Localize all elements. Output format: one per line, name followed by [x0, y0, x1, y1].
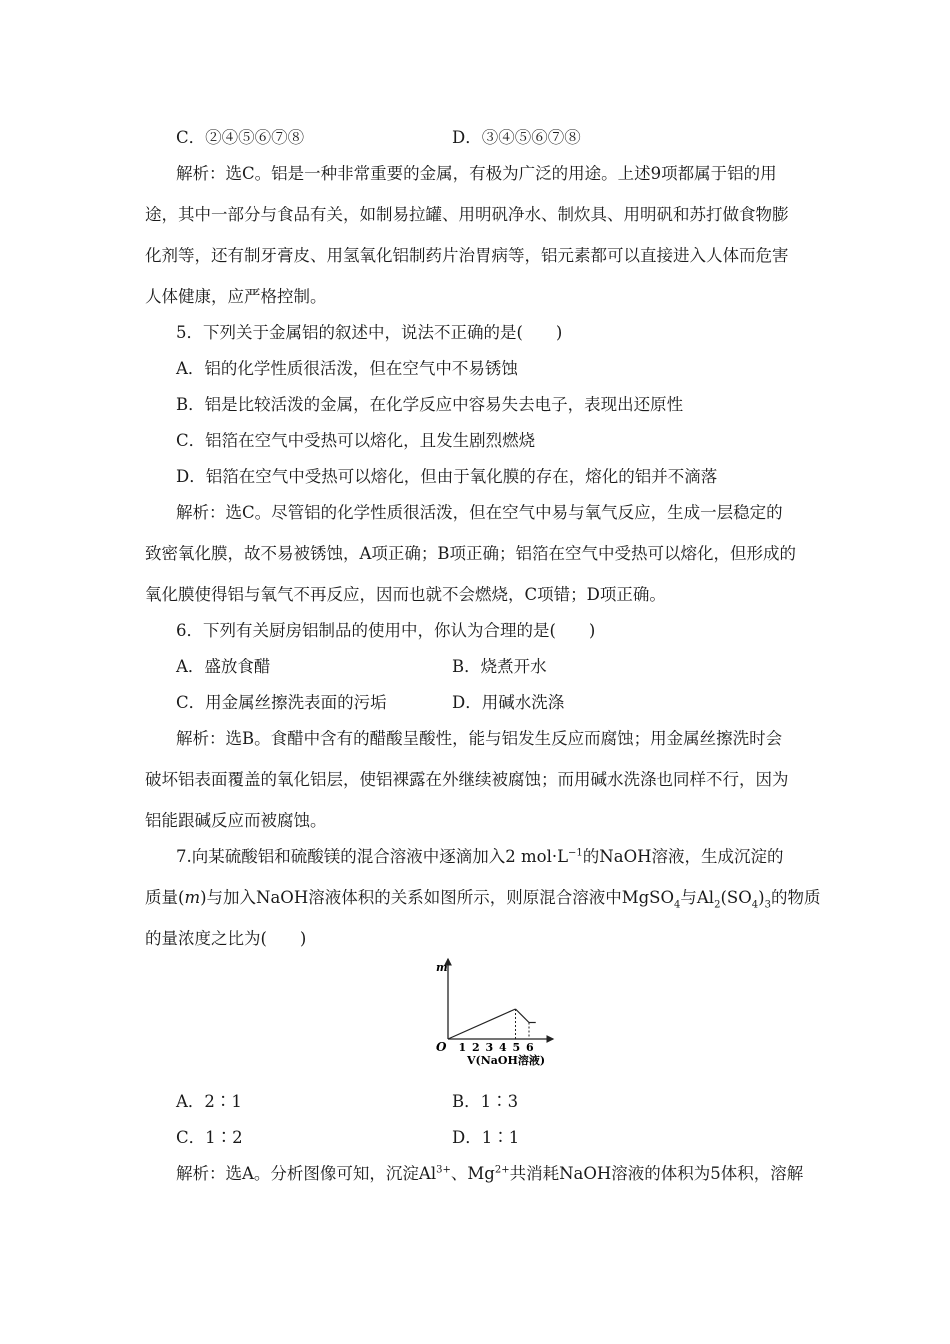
x-tick-label: 6 [526, 1041, 534, 1054]
x-tick-label: 4 [499, 1041, 507, 1054]
origin-label: O [436, 1040, 447, 1054]
q4-option-c: C．②④⑤⑥⑦⑧ [176, 128, 305, 147]
q6-option-b: B．烧煮开水 [452, 657, 547, 676]
q7-stem-line [176, 846, 784, 868]
q7-stem-text: (SO [720, 888, 752, 907]
x-tick-label: 3 [485, 1041, 494, 1054]
q4-analysis-line: 化剂等，还有制牙膏皮、用氢氧化铝制药片治胃病等，铝元素都可以直接进入人体而危害 [145, 246, 789, 265]
q7-option-c: C．1∶2 [176, 1128, 243, 1147]
q5-option-b: B．铝是比较活泼的金属，在化学反应中容易失去电子，表现出还原性 [176, 395, 684, 414]
q7-stem-text: 质量( [145, 888, 185, 907]
x-tick-label: 5 [512, 1041, 521, 1054]
q7-subscript: 4 [674, 899, 681, 911]
q4-analysis-line: 人体健康，应严格控制。 [145, 287, 327, 306]
q5-stem: 5．下列关于金属铝的叙述中，说法不正确的是( ) [176, 323, 563, 342]
q7-mass-volume-chart [415, 955, 555, 1067]
q5-analysis-line: 氧化膜使得铝与氧气不再反应，因而也就不会燃烧，C项错；D项正确。 [145, 585, 666, 604]
q6-option-c: C．用金属丝擦洗表面的污垢 [176, 693, 387, 712]
q4-option-d: D．③④⑤⑥⑦⑧ [452, 128, 581, 147]
q5-analysis-line: 解析：选C。尽管铝的化学性质很活泼，但在空气中易与氧气反应，生成一层稳定的 [176, 503, 783, 522]
q7-mass-symbol: m [184, 888, 201, 907]
q7-stem-text: )与加入NaOH溶液体积的关系如图所示，则原混合溶液中MgSO [200, 888, 675, 907]
q7-analysis-text: 、Mg [450, 1164, 495, 1183]
x-tick-label: 1 [458, 1041, 467, 1054]
q5-option-d: D．铝箔在空气中受热可以熔化，但由于氧化膜的存在，熔化的铝并不滴落 [176, 467, 718, 486]
q4-analysis-line: 途，其中一部分与食品有关，如制易拉罐、用明矾净水、制炊具、用明矾和苏打做食物膨 [145, 205, 789, 224]
q6-analysis-line: 铝能跟碱反应而被腐蚀。 [145, 811, 327, 830]
q7-analysis-text: 共消耗NaOH溶液的体积为5体积，溶解 [509, 1164, 804, 1183]
q7-option-a: A．2∶1 [176, 1092, 242, 1111]
q6-option-d: D．用碱水洗涤 [452, 693, 565, 712]
x-tick-label: 2 [472, 1041, 480, 1054]
q6-stem: 6．下列有关厨房铝制品的使用中，你认为合理的是( ) [176, 621, 596, 640]
q7-option-d: D．1∶1 [452, 1128, 520, 1147]
q6-analysis-line: 破坏铝表面覆盖的氧化铝层，使铝裸露在外继续被腐蚀；而用碱水洗涤也同样不行，因为 [145, 770, 789, 789]
q7-superscript: −1 [568, 847, 583, 859]
q7-stem-text: 与Al [680, 888, 715, 907]
q7-analysis-text: 解析：选A。分析图像可知，沉淀Al [176, 1164, 437, 1183]
q7-stem-line [145, 887, 820, 909]
q7-superscript: 3+ [436, 1164, 451, 1176]
q7-subscript: 2 [714, 899, 721, 911]
q7-stem-text: ) [758, 888, 765, 907]
q5-analysis-line: 致密氧化膜，故不易被锈蚀，A项正确；B项正确；铝箔在空气中受热可以熔化，但形成的 [145, 544, 797, 563]
q7-stem-text: 7.向某硫酸铝和硫酸镁的混合溶液中逐滴加入2 mol·L [176, 847, 569, 866]
q7-analysis-line [176, 1163, 803, 1185]
q7-subscript: 4 [751, 899, 759, 911]
series-line-segment [448, 1009, 516, 1039]
series-line-segment [516, 1009, 530, 1023]
q7-stem-text: 的物质 [770, 888, 821, 907]
q7-stem-line: 的量浓度之比为( ) [145, 929, 307, 948]
q4-analysis-line: 解析：选C。铝是一种非常重要的金属，有极为广泛的用途。上述9项都属于铝的用 [176, 164, 777, 183]
x-axis-label: V(NaOH溶液) [467, 1054, 546, 1067]
q7-option-b: B．1∶3 [452, 1092, 519, 1111]
q7-stem-text: 的NaOH溶液，生成沉淀的 [582, 847, 784, 866]
q5-option-c: C．铝箔在空气中受热可以熔化，且发生剧烈燃烧 [176, 431, 536, 450]
q7-superscript: 2+ [494, 1164, 510, 1176]
y-axis-label: m [436, 961, 448, 974]
q7-subscript: 3 [764, 899, 771, 911]
q5-option-a: A．铝的化学性质很活泼，但在空气中不易锈蚀 [176, 359, 518, 378]
q6-option-a: A．盛放食醋 [176, 657, 271, 676]
q6-analysis-line: 解析：选B。食醋中含有的醋酸呈酸性，能与铝发生反应而腐蚀；用金属丝擦洗时会 [176, 729, 783, 748]
